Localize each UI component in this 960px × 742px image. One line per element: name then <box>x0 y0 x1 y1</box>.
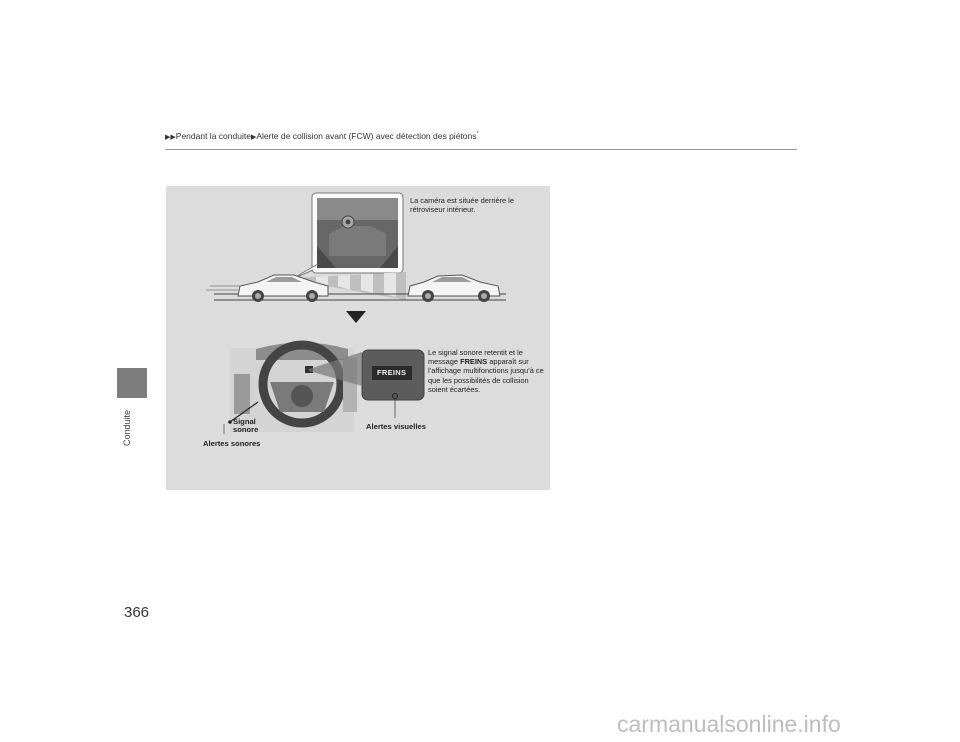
sound-alert-callout-text-pre: Le signal sonore retentit et le message <box>428 348 523 367</box>
visual-alerts-label: Alertes visuelles <box>366 422 426 431</box>
audible-signal-label-line2: sonore <box>233 425 259 435</box>
down-arrow-icon <box>346 311 366 323</box>
sound-alert-callout-keyword: FREINS <box>460 357 488 367</box>
header-divider <box>165 149 797 150</box>
breadcrumb-arrow-icon: ▶ <box>250 134 257 141</box>
camera-inset <box>312 193 403 273</box>
sound-alert-callout-text-post: apparaît sur l’affichage multifonctions jusqu’à ce que les possibilités de collision soient écartées. <box>428 357 544 394</box>
sound-alert-callout <box>428 348 544 394</box>
fcw-illustration <box>166 186 550 490</box>
watermark: carmanualsonline.info <box>617 711 841 737</box>
audible-signal-label-line1: Signal <box>233 417 256 426</box>
breadcrumb-item-fcw[interactable]: Alerte de collision avant (FCW) avec détection des piétons <box>256 131 477 141</box>
breadcrumb-item-driving[interactable]: Pendant la conduite <box>175 131 251 141</box>
camera-location-callout: La caméra est située derrière le rétroviseur intérieur. <box>410 196 514 215</box>
vehicle-ahead <box>408 275 500 302</box>
breadcrumb-asterisk: * <box>476 131 479 138</box>
page-number: 366 <box>124 604 150 621</box>
audible-signal-label <box>233 418 258 435</box>
section-tab-label: Conduite <box>122 409 132 446</box>
section-tab-marker <box>117 368 147 398</box>
breadcrumb <box>165 131 478 141</box>
audible-alerts-label: Alertes sonores <box>203 439 261 448</box>
display-brake-text: FREINS <box>377 368 407 377</box>
breadcrumb-arrow-icon: ▶▶ <box>165 134 176 141</box>
